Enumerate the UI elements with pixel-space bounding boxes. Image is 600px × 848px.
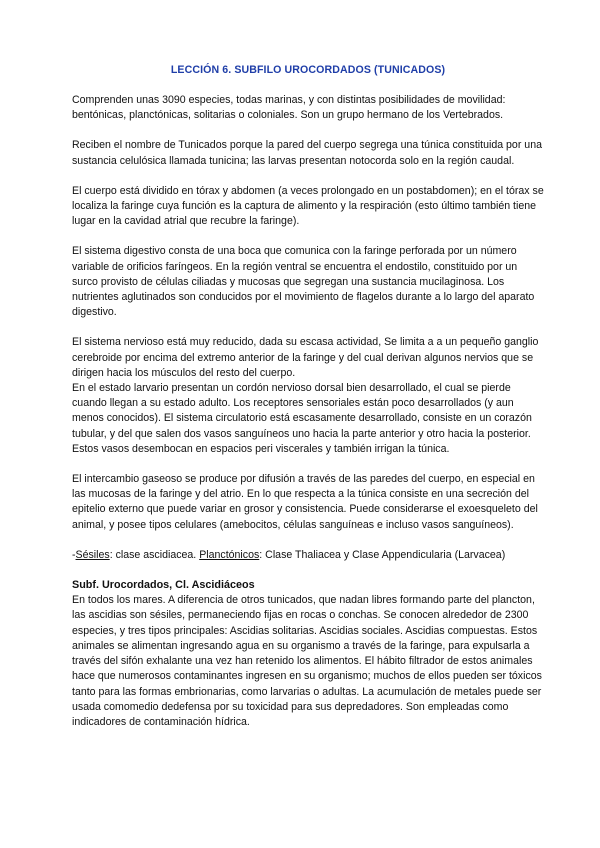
paragraph-ascidiaceos: En todos los mares. A diferencia de otros tunicados, que nadan libres formando parte del plancton, las ascidias son sésiles, permaneciendo fijas en rocas o conchas. Se conocen alrededor de 2300 especies, y tres tipos principales: Ascidias solitarias. Ascidias sociales. Ascidias compuestas. Estos animales se alimentan ingresando agua en su organismo a través de la faringe, para expulsarla a través del sifón exhalante una vez han retenido los alimentos. El hábito filtrador de estos animales hace que numerosos contaminantes ingresen en su organismo; muchos de ellos pueden ser tóxicos tanto para las formas embrionarias, como larvarias o adultas. La acumulación de metales puede ser usada comomedio dedefensa por su toxicidad para sus depredadores. Son empleadas como indicadores de contaminación hídrica. xyxy=(72,594,542,728)
paragraph-larval-circulatory: En el estado larvario presentan un cordón nervioso dorsal bien desarrollado, el cual se pierde cuando llegan a su estado adulto. Los receptores sensoriales están poco desarrollados (y aun menos conocidos). El sistema circulatorio está escasamente desarrollado, consiste en un corazón tubular, y del que salen dos vasos sanguíneos uno hacia la parte anterior y otro hacia la posterior. Estos vasos desembocan en espacios peri viscerales y también irrigan la túnica. xyxy=(72,382,532,455)
page-title: LECCIÓN 6. SUBFILO UROCORDADOS (TUNICADOS) xyxy=(170,64,446,76)
paragraph-tunica: Reciben el nombre de Tunicados porque la pared del cuerpo segrega una túnica constituida por una sustancia celulósica llamada tunicina; las larvas presentan notocorda solo en la región caudal. xyxy=(72,139,542,167)
paragraph-intro: Comprenden unas 3090 especies, todas marinas, y con distintas posibilidades de movilidad: bentónicas, planctónicas, solitarias o coloniales. Son un grupo hermano de los Vertebrados. xyxy=(72,94,506,122)
classification-dash: - xyxy=(72,548,76,561)
paragraph-body-structure: El cuerpo está dividido en tórax y abdomen (a veces prolongado en un postabdomen); en el tórax se localiza la faringe cuya función es la captura de alimento y la respiración (esto último también tiene lugar en la cavidad atrial que recubre la faringe). xyxy=(72,184,544,228)
sesiles-text: : clase ascidiacea. xyxy=(109,548,200,561)
paragraph-digestive-system: El sistema digestivo consta de una boca que comunica con la faringe perforada por un número variable de orificios faríngeos. En la región ventral se encuentra el endostilo, constituido por un surco provisto de células ciliadas y mucosas que segregan una sustancia mucilaginosa. Los nutrientes aglutinados son conducidos por el movimiento de flagelos durante a lo largo del aparato digestivo. xyxy=(72,245,535,319)
sesiles-label: Sésiles xyxy=(75,548,110,561)
planctonicos-text: : Clase Thaliacea y Clase Appendicularia (Larvacea) xyxy=(259,548,506,561)
paragraph-classification xyxy=(72,548,544,563)
planctonicos-label: Planctónicos xyxy=(199,548,260,561)
section-heading: Subf. Urocordados, Cl. Ascidiáceos xyxy=(72,579,255,592)
paragraph-gas-exchange: El intercambio gaseoso se produce por difusión a través de las paredes del cuerpo, en especial en las mucosas de la faringe y del atrio. En lo que respecta a la túnica consiste en una secreción del epitelio externo que puede variar en grosor y consistencia. Puede considerarse el exoesqueleto del animal, y posee tipos celulares (amebocitos, células sanguíneas e incluso vasos sanguíneos). xyxy=(72,473,538,531)
paragraph-nervous-system: El sistema nervioso está muy reducido, dada su escasa actividad, Se limita a a un pequeño ganglio cerebroide por encima del extremo anterior de la faringe y del cual derivan algunos nervios que se dirigen hacia los músculos del resto del cuerpo. xyxy=(72,336,539,379)
